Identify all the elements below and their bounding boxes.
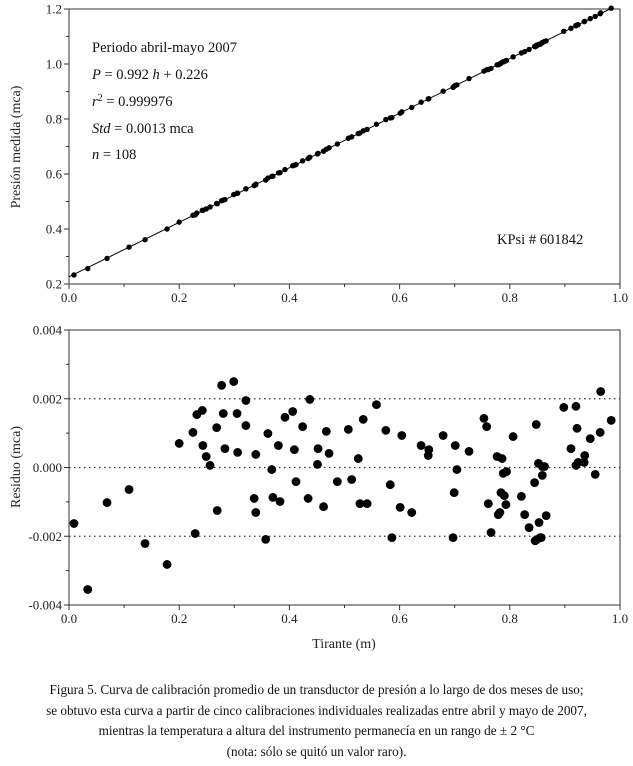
data-point xyxy=(572,402,581,411)
data-point xyxy=(450,85,455,90)
data-point xyxy=(235,191,240,196)
data-point xyxy=(520,510,529,519)
data-point xyxy=(125,485,134,494)
data-point xyxy=(198,441,207,450)
data-point xyxy=(503,58,508,63)
data-point xyxy=(596,387,605,396)
data-point xyxy=(374,122,379,127)
data-point xyxy=(322,427,331,436)
data-point xyxy=(202,452,211,461)
data-point xyxy=(497,61,502,66)
data-point xyxy=(241,421,250,430)
data-point xyxy=(593,14,598,19)
data-point xyxy=(502,467,511,476)
data-point xyxy=(198,406,207,415)
annotation-std: Std = 0.0013 mca xyxy=(92,121,194,137)
data-point xyxy=(542,511,551,520)
data-point xyxy=(466,76,471,81)
data-point xyxy=(282,167,287,172)
data-point xyxy=(293,162,298,167)
y-tick-label: 1.0 xyxy=(45,56,62,72)
data-point xyxy=(175,439,184,448)
y-tick-label: 0.4 xyxy=(45,221,62,237)
caption-line: se obtuvo esta curva a partir de cinco calibraciones individuales realizadas entre abril y mayo de 2007, xyxy=(46,702,587,718)
x-tick-label: 0.4 xyxy=(281,290,298,305)
data-point xyxy=(142,237,147,242)
data-point xyxy=(582,19,587,24)
caption-line: (nota: sólo se quitó un valor raro). xyxy=(226,743,407,759)
annotation-period: Periodo abril-mayo 2007 xyxy=(92,40,237,56)
data-point xyxy=(586,434,595,443)
data-point xyxy=(397,431,406,440)
data-point xyxy=(538,471,547,480)
data-point xyxy=(243,186,248,191)
y-tick-label: 0.002 xyxy=(32,391,62,407)
data-point xyxy=(326,145,331,150)
data-point xyxy=(500,491,509,500)
data-point xyxy=(465,447,474,456)
x-tick-label: 0.4 xyxy=(281,611,298,626)
data-point xyxy=(298,422,307,431)
data-point xyxy=(363,499,372,508)
data-point xyxy=(482,422,491,431)
data-point xyxy=(575,22,580,27)
data-point xyxy=(333,477,342,486)
data-point xyxy=(591,470,600,479)
data-point xyxy=(233,448,242,457)
x-tick-label: 1.0 xyxy=(611,290,629,305)
x-tick-label: 0.2 xyxy=(171,611,188,626)
data-point xyxy=(607,416,616,425)
data-point xyxy=(177,219,182,224)
data-point xyxy=(567,444,576,453)
data-point xyxy=(488,66,493,71)
y-tick-label: 0.2 xyxy=(45,276,62,292)
data-point xyxy=(233,409,242,418)
data-point xyxy=(372,400,381,409)
data-point xyxy=(580,451,589,460)
data-point xyxy=(241,396,250,405)
data-point xyxy=(212,423,221,432)
y-tick-label: 0.8 xyxy=(45,111,62,127)
data-point xyxy=(270,174,275,179)
calibration-plot xyxy=(9,2,628,306)
data-point xyxy=(281,413,290,422)
data-point xyxy=(335,141,340,146)
data-point xyxy=(409,105,414,110)
data-point xyxy=(354,454,363,463)
data-point xyxy=(396,503,405,512)
data-point xyxy=(517,492,526,501)
data-point xyxy=(253,182,258,187)
data-point xyxy=(526,47,531,52)
y-tick-label: 0.004 xyxy=(32,322,62,338)
data-point xyxy=(386,480,395,489)
x-tick-label: 0.6 xyxy=(391,290,408,305)
x-tick-label: 0.6 xyxy=(391,611,408,626)
data-point xyxy=(361,128,366,133)
data-point xyxy=(480,414,489,423)
data-point xyxy=(83,585,92,594)
residual-plot xyxy=(9,323,628,653)
data-point xyxy=(207,204,212,209)
x-tick-label: 0.8 xyxy=(501,611,518,626)
data-point xyxy=(539,41,544,46)
data-point xyxy=(495,508,504,517)
data-point xyxy=(588,16,593,21)
data-point xyxy=(449,533,458,542)
x-tick-label: 0.8 xyxy=(501,290,518,305)
data-point xyxy=(288,407,297,416)
data-point xyxy=(498,454,507,463)
data-point xyxy=(319,502,328,511)
x-axis-label: Tirante (m) xyxy=(312,637,376,652)
data-point xyxy=(484,499,493,508)
data-point xyxy=(313,460,322,469)
data-point xyxy=(344,425,353,434)
data-point xyxy=(300,158,305,163)
data-point xyxy=(217,381,226,390)
data-point xyxy=(85,266,90,271)
data-point xyxy=(407,508,416,517)
data-point xyxy=(315,151,320,156)
data-point xyxy=(213,506,222,515)
data-point xyxy=(251,450,260,459)
figure-caption xyxy=(0,680,633,762)
data-point xyxy=(440,89,445,94)
data-point xyxy=(290,445,299,454)
data-point xyxy=(349,134,354,139)
data-point xyxy=(535,518,544,527)
data-point xyxy=(194,210,199,215)
data-point xyxy=(267,465,276,474)
data-point xyxy=(276,497,285,506)
data-point xyxy=(163,560,172,569)
y-axis-label: Residuo (mca) xyxy=(9,425,24,509)
y-tick-label: -0.004 xyxy=(28,597,62,613)
data-point xyxy=(573,424,582,433)
data-point xyxy=(439,431,448,440)
x-tick-label: 1.0 xyxy=(611,611,629,626)
data-point xyxy=(359,415,368,424)
caption-line: Figura 5. Curva de calibración promedio de un transductor de presión a lo largo de dos meses de uso; xyxy=(49,682,584,697)
data-point xyxy=(206,461,215,470)
y-tick-label: -0.002 xyxy=(28,528,62,544)
data-point xyxy=(426,96,431,101)
data-point xyxy=(598,10,603,15)
data-point xyxy=(189,428,198,437)
data-point xyxy=(264,429,273,438)
data-point xyxy=(387,533,396,542)
data-point xyxy=(487,528,496,537)
annotation-sensor-id: KPsi # 601842 xyxy=(497,232,584,248)
data-point xyxy=(164,226,169,231)
data-point xyxy=(502,500,511,509)
caption-line: mientras la temperatura a altura del instrumento permanecía en un rango de ± 2 °C xyxy=(98,723,535,738)
data-point xyxy=(525,523,534,532)
y-tick-label: 1.2 xyxy=(45,1,62,17)
x-tick-label: 0.0 xyxy=(60,611,78,626)
data-point xyxy=(191,529,200,538)
data-point xyxy=(596,428,605,437)
data-point xyxy=(389,115,394,120)
data-point xyxy=(219,409,228,418)
data-point xyxy=(347,475,356,484)
data-point xyxy=(222,197,227,202)
data-point xyxy=(305,395,314,404)
data-point xyxy=(540,462,549,471)
data-point xyxy=(104,256,109,261)
data-point xyxy=(417,441,426,450)
data-point xyxy=(510,54,515,59)
data-point xyxy=(381,426,390,435)
data-point xyxy=(251,508,260,517)
data-point xyxy=(509,432,518,441)
data-point xyxy=(451,441,460,450)
y-tick-label: 0.000 xyxy=(32,460,62,475)
data-point xyxy=(418,100,423,105)
data-point xyxy=(70,519,79,528)
data-point xyxy=(608,5,613,10)
y-tick-label: 0.6 xyxy=(45,166,62,182)
x-tick-label: 0.2 xyxy=(171,290,188,305)
data-point xyxy=(103,498,112,507)
data-point xyxy=(559,403,568,412)
data-point xyxy=(307,155,312,160)
data-point xyxy=(229,377,238,386)
x-tick-label: 0.0 xyxy=(60,290,78,305)
y-axis-label: Presión medida (mca) xyxy=(9,85,24,209)
data-point xyxy=(543,38,548,43)
data-point xyxy=(321,148,326,153)
data-point xyxy=(424,451,433,460)
data-point xyxy=(141,539,150,548)
data-point xyxy=(274,441,283,450)
annotation-r2: $r^2 = 0.999976$ xyxy=(92,93,173,110)
annotation-equation: P = 0.992 h + 0.226 xyxy=(92,67,208,83)
data-point xyxy=(561,29,566,34)
data-point xyxy=(532,420,541,429)
data-point xyxy=(450,488,459,497)
data-point xyxy=(537,533,546,542)
data-point xyxy=(397,111,402,116)
data-point xyxy=(292,477,301,486)
data-point xyxy=(261,535,270,544)
data-point xyxy=(530,478,539,487)
data-point xyxy=(215,201,220,206)
data-point xyxy=(71,272,76,277)
data-point xyxy=(126,244,131,249)
data-point xyxy=(314,444,323,453)
data-point xyxy=(304,494,313,503)
annotation-n: n = 108 xyxy=(92,147,137,163)
data-point xyxy=(325,449,334,458)
data-point xyxy=(277,170,282,175)
data-point xyxy=(250,494,259,503)
data-point xyxy=(221,444,230,453)
data-point xyxy=(568,26,573,31)
data-point xyxy=(453,465,462,474)
